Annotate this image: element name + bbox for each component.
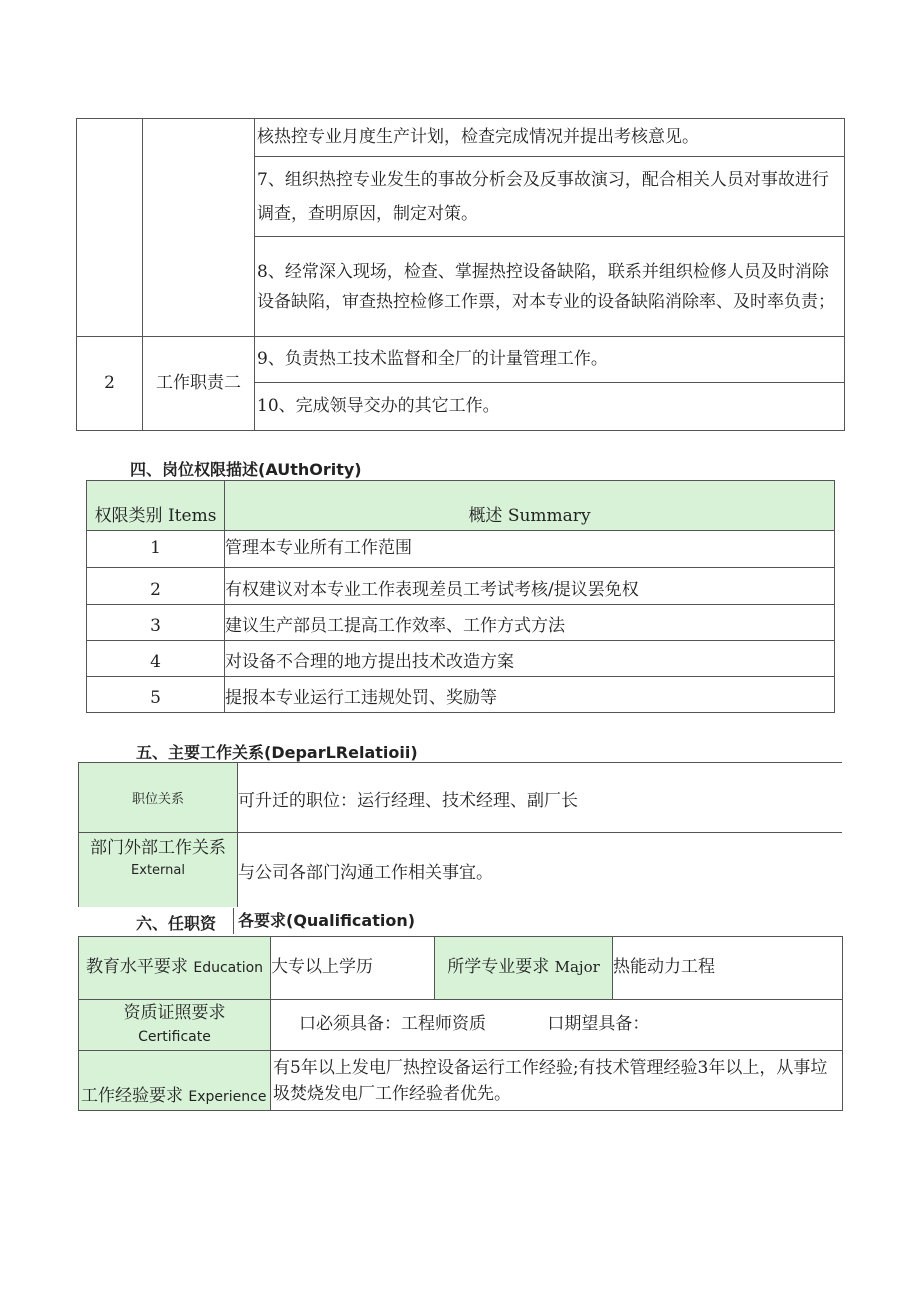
- certificate-label-en: Certificate: [138, 1029, 211, 1045]
- authority-num: 1: [87, 531, 225, 568]
- major-label-en: Major: [554, 958, 600, 977]
- certificate-label: 资质证照要求: [123, 1003, 226, 1023]
- duties-table: [76, 118, 845, 431]
- authority-num: 2: [87, 568, 225, 605]
- authority-heading: 四、岗位权限描述(AUthOrity): [130, 460, 362, 479]
- authority-text: 有权建议对本专业工作表现差员工考试考核/提议罢免权: [225, 568, 835, 605]
- duty-item: 7、组织热控专业发生的事故分析会及反事故演习，配合相关人员对事故进行调查，查明原因，制定对策。: [255, 157, 845, 237]
- authority-col-summary: 概述 Summary: [225, 481, 835, 531]
- duty-num: 2: [77, 337, 143, 431]
- major-label-cell: [435, 937, 613, 1000]
- relations-table: [78, 762, 842, 908]
- authority-col-items: 权限类别 Items: [87, 481, 225, 531]
- certificate-label-cell: [79, 1000, 271, 1051]
- experience-label: 工作经验要求: [81, 1085, 183, 1106]
- major-label: 所学专业要求: [447, 957, 550, 978]
- duty-category-cell: [143, 119, 255, 337]
- qualification-heading-b: 各要求(Qualification): [233, 908, 415, 934]
- duty-num-cell: [77, 119, 143, 337]
- authority-text: 提报本专业运行工违规处罚、奖励等: [225, 677, 835, 713]
- relations-external-label: 部门外部工作关系: [90, 838, 226, 858]
- relations-heading: 五、主要工作关系(DeparLRelatioii): [136, 743, 418, 762]
- education-label: 教育水平要求: [85, 957, 188, 978]
- education-label-en: Education: [193, 960, 264, 977]
- education-label-cell: [79, 937, 271, 1000]
- relations-position-label: 职位关系: [131, 792, 184, 807]
- experience-label-en: Experience: [188, 1088, 267, 1105]
- authority-num: 4: [87, 641, 225, 677]
- relations-external-label-en: External: [131, 863, 185, 878]
- experience-label-cell: [79, 1051, 271, 1111]
- authority-text: 管理本专业所有工作范围: [225, 531, 835, 568]
- education-value: 大专以上学历: [271, 937, 435, 1000]
- qualification-heading-a: 六、任职资: [136, 914, 217, 933]
- duty-category: 工作职责二: [143, 337, 255, 431]
- duty-item: 核热控专业月度生产计划，检查完成情况并提出考核意见。: [255, 119, 845, 157]
- authority-num: 3: [87, 605, 225, 641]
- certificate-value-cell: [271, 1000, 843, 1051]
- major-value: 热能动力工程: [613, 937, 843, 1000]
- certificate-required: 口必须具备：工程师资质: [299, 1014, 486, 1035]
- authority-text: 对设备不合理的地方提出技术改造方案: [225, 641, 835, 677]
- certificate-expected: 口期望具备：: [547, 1014, 650, 1035]
- qualification-table: [78, 936, 843, 1111]
- authority-table: [86, 480, 835, 713]
- relations-external-value: 与公司各部门沟通工作相关事宜。: [238, 863, 493, 883]
- experience-value: 有5年以上发电厂热控设备运行工作经验;有技术管理经验3年以上，从事垃圾焚烧发电厂工作经验者优先。: [271, 1051, 843, 1111]
- relations-position-value: 可升迁的职位：运行经理、技术经理、副厂长: [238, 791, 578, 811]
- duty-item: 8、经常深入现场，检查、掌握热控设备缺陷，联系并组织检修人员及时消除设备缺陷，审查热控检修工作票，对本专业的设备缺陷消除率、及时率负责；: [255, 237, 845, 337]
- duty-item: 10、完成领导交办的其它工作。: [255, 383, 845, 431]
- authority-text: 建议生产部员工提高工作效率、工作方式方法: [225, 605, 835, 641]
- authority-num: 5: [87, 677, 225, 713]
- duty-item: 9、负责热工技术监督和全厂的计量管理工作。: [255, 337, 845, 383]
